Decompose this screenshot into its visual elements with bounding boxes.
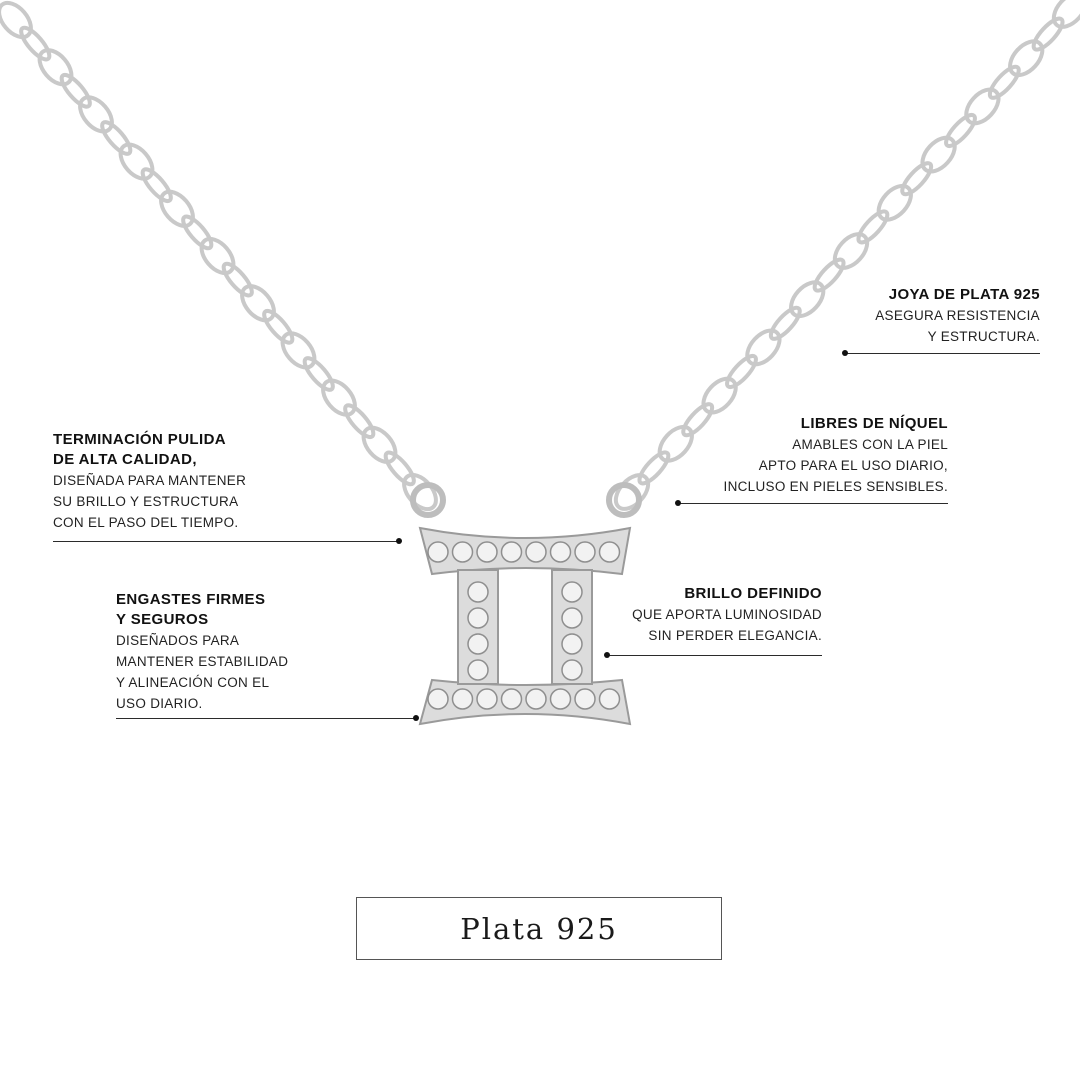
callout-libres-de-niquel <box>648 414 948 497</box>
callout-line: AMABLES CON LA PIEL <box>792 437 948 452</box>
chain-link <box>74 91 118 137</box>
callout-title: BRILLO DEFINIDO <box>684 585 822 602</box>
chain-link <box>960 84 1005 130</box>
cz-stone <box>468 660 488 680</box>
chain-link <box>138 165 175 204</box>
callout-line: INCLUSO EN PIELES SENSIBLES. <box>723 479 948 494</box>
leader-line <box>116 718 416 719</box>
chain-link <box>829 228 874 274</box>
cz-stone <box>477 542 497 562</box>
cz-stone <box>502 542 522 562</box>
chain-link <box>697 373 742 419</box>
chain-link <box>1048 0 1080 33</box>
callout-title: Y SEGUROS <box>116 611 209 628</box>
cz-stone <box>468 582 488 602</box>
chain-link <box>179 213 216 252</box>
chain-link <box>155 186 199 232</box>
chain-link <box>381 449 418 488</box>
chain-link <box>98 118 135 157</box>
pendant-top-bar <box>420 528 630 574</box>
chain-link <box>317 375 361 421</box>
callout-title: JOYA DE PLATA 925 <box>888 286 1040 303</box>
leader-dot <box>413 715 419 721</box>
leader-line <box>845 353 1040 354</box>
callout-line: ASEGURA RESISTENCIA <box>875 308 1040 323</box>
cz-stone <box>575 542 595 562</box>
cz-stone <box>477 689 497 709</box>
leader-line <box>53 541 399 542</box>
cz-stone <box>551 542 571 562</box>
chain-link <box>0 0 37 43</box>
cz-stone <box>526 542 546 562</box>
callout-line: SU BRILLO Y ESTRUCTURA <box>53 494 239 509</box>
callout-terminacion-pulida <box>53 430 353 533</box>
callout-line: DISEÑADA PARA MANTENER <box>53 473 247 488</box>
callout-line: SIN PERDER ELEGANCIA. <box>648 628 822 643</box>
cz-stone <box>562 660 582 680</box>
cz-stone <box>575 689 595 709</box>
chain-link <box>300 354 337 393</box>
leader-line <box>607 655 822 656</box>
callout-line: Y ALINEACIÓN CON EL <box>116 675 270 690</box>
chain-link <box>17 24 54 63</box>
chain-link <box>260 307 297 346</box>
material-label-box <box>356 897 722 960</box>
callout-plata-925 <box>780 285 1040 347</box>
chain-link <box>276 327 320 373</box>
leader-dot <box>842 350 848 356</box>
cz-stone <box>453 542 473 562</box>
chain-link <box>236 280 280 326</box>
chain-link <box>398 469 442 515</box>
callout-line: MANTENER ESTABILIDAD <box>116 654 289 669</box>
chain-link <box>854 207 891 246</box>
material-label: Plata 925 <box>460 911 618 946</box>
leader-line <box>678 503 948 504</box>
callout-title: DE ALTA CALIDAD, <box>53 451 197 468</box>
cz-stone <box>453 689 473 709</box>
chain-link <box>916 132 961 178</box>
chain-link <box>33 44 77 90</box>
leader-dot <box>675 500 681 506</box>
chain-link <box>1004 35 1049 81</box>
cz-stone <box>600 542 620 562</box>
callout-line: USO DIARIO. <box>116 696 203 711</box>
cz-stone <box>468 608 488 628</box>
callout-engastes-firmes <box>116 590 376 714</box>
callout-line: DISEÑADOS PARA <box>116 633 240 648</box>
chain-link <box>986 63 1023 102</box>
callout-line: CON EL PASO DEL TIEMPO. <box>53 515 239 530</box>
callout-title: ENGASTES FIRMES <box>116 591 266 608</box>
callout-line: APTO PARA EL USO DIARIO, <box>758 458 948 473</box>
chain-link <box>195 233 239 279</box>
callout-brillo-definido <box>562 584 822 646</box>
chain-link <box>872 180 917 226</box>
chain-link <box>723 352 760 391</box>
chain-link <box>114 139 158 185</box>
chain-link <box>1029 15 1066 54</box>
cz-stone <box>502 689 522 709</box>
cz-stone <box>600 689 620 709</box>
callout-title: TERMINACIÓN PULIDA <box>53 431 227 448</box>
chain-link <box>57 71 94 110</box>
chain-link <box>898 159 935 198</box>
cz-stone <box>428 689 448 709</box>
leader-dot <box>604 652 610 658</box>
callout-line: QUE APORTA LUMINOSIDAD <box>632 607 822 622</box>
chain-link <box>219 260 256 299</box>
callout-title: LIBRES DE NÍQUEL <box>800 415 948 432</box>
leader-dot <box>396 538 402 544</box>
cz-stone <box>526 689 546 709</box>
chain-link <box>357 422 401 468</box>
pendant-bottom-bar <box>420 680 630 724</box>
cz-stone <box>468 634 488 654</box>
chain-link <box>942 111 979 150</box>
cz-stone <box>551 689 571 709</box>
callout-line: Y ESTRUCTURA. <box>927 329 1040 344</box>
cz-stone <box>428 542 448 562</box>
